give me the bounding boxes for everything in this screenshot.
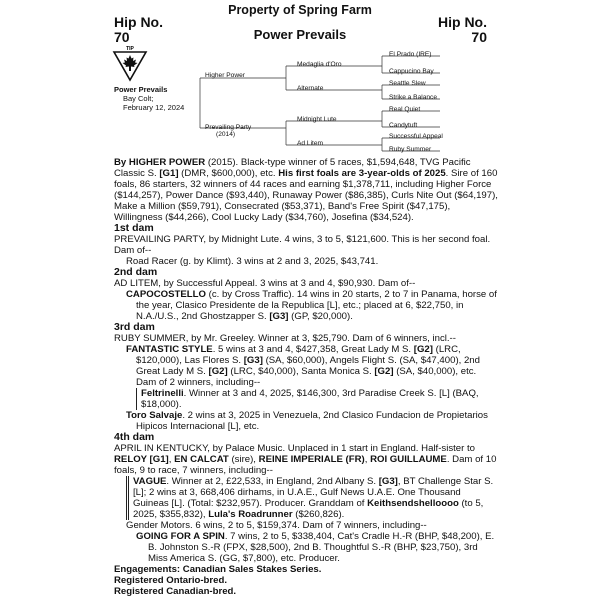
pedigree-dam: Prevailing Party — [205, 124, 252, 131]
pedigree-sire-sire: Medaglia d'Oro — [297, 61, 342, 68]
pedigree-gen3-1: El Prado (IRE) — [389, 51, 432, 58]
pedigree-gen3-7: Successful Appeal — [389, 133, 443, 140]
pedigree-dam-year: (2014) — [216, 131, 236, 138]
maple-leaf-icon — [112, 46, 148, 82]
fourth-dam-foals — [114, 476, 498, 520]
pedigree-dam-sire: Midnight Lute — [297, 116, 337, 123]
first-dam-heading: 1st dam — [114, 222, 154, 234]
pedigree-bracket-lines — [0, 0, 600, 160]
third-dam-foal-2: Toro Salvaje. 2 wins at 3, 2025 in Venezuela, 2nd Clasico Fundacion de Propietarios Hipicos Internacional [L], etc. — [126, 410, 488, 432]
pedigree-gen3-8: Ruby Summer — [389, 146, 432, 153]
second-dam-text: AD LITEM, by Successful Appeal. 3 wins at 3 and 4, $90,930. Dam of-- — [114, 278, 416, 289]
sire-paragraph: By HIGHER POWER (2015). Black-type winner of 5 races, $1,594,648, TVG Pacific Classic S. [G1] (DMR, $600,000), etc. His first foals are 3-year-olds of 2025. Sire of 160 foals, 86 starters, 32 winners of 44 races and earning $1,378,711, including Higher Force ($144,257), Power Dance ($93,440), Runaway Power ($86,385), Curls Nite Out ($64,197), Make a Million ($59,791), Consecrated ($53,371), Band's Free Spirit ($47,175), Willingness ($44,266), Cool Lucky Lady ($34,760), Josefina ($34,524). — [114, 157, 498, 223]
third-dam-grandfoal: Feltrinelli. Winner at 3 and 4, 2025, $146,300, 3rd Paradise Creek S. [L] (BAQ, $18,000). — [136, 388, 498, 410]
pedigree-sire: Higher Power — [205, 72, 245, 79]
registration-canadian: Registered Canadian-bred. — [114, 586, 237, 597]
horse-info-name: Power Prevails — [114, 85, 168, 94]
tip-logo — [112, 46, 148, 82]
fourth-dam-text: APRIL IN KENTUCKY, by Palace Music. Unplaced in 1 start in England. Half-sister to RELOY [G1], EN CALCAT (sire), REINE IMPERIALE (FR), ROI GUILLAUME. Dam of 10 foals, 9 to race, 7 winners, including-- — [114, 443, 497, 476]
first-dam-text: PREVAILING PARTY, by Midnight Lute. 4 wins, 3 to 5, $121,600. This is her second foal. Dam of-- — [114, 234, 491, 256]
hip-label: Hip No. — [114, 14, 163, 30]
tip-logo-text: TIP — [126, 46, 134, 52]
first-dam-foal: Road Racer (g. by Klimt). 3 wins at 2 and 3, 2025, $43,741. — [126, 256, 379, 267]
pedigree-dam-dam: Ad Litem — [297, 140, 324, 147]
pedigree-sire-dam: Alternate — [297, 85, 324, 92]
pedigree-gen3-4: Strike a Balance — [389, 94, 438, 101]
fourth-dam-foal-gender-motors: Gender Motors. 6 wins, 2 to 5, $159,374. Dam of 7 winners, including-- — [126, 520, 427, 531]
horse-info-block — [114, 85, 184, 112]
fourth-dam-foal-vague: VAGUE. Winner at 2, £22,533, in England, 2nd Albany S. [G3], BT Challenge Star S. [L]; 2 wins at 3, 668,406 dirhams, in U.A.E., Gulf News U.A.E. One Thousand Guineas [L]. (Total: $232,957). Producer. Granddam of Keithsendshelloooo (to 5, 2025, $355,832), Lula's Roadrunner ($260,826). — [126, 476, 498, 520]
fourth-dam-grandfoal: GOING FOR A SPIN. 7 wins, 2 to 5, $338,404, Cat's Cradle H.-R (BHP, $48,200), E. B. Johnston S.-R (FPX, $28,500), 2nd B. Thoughtful S.-R (BHP, $23,750), 3rd Miss America S. (GG, $7,800), etc. Producer. — [136, 531, 495, 564]
pedigree-gen3-5: Real Quiet — [389, 106, 421, 113]
hip-label: Hip No. — [438, 14, 487, 30]
second-dam-foal: CAPOCOSTELLO (c. by Cross Traffic). 14 wins in 20 starts, 2 to 7 in Panama, horse of the year, Clasico Presidente de la Republica [L], etc.; placed at 6, $22,750, in N.A./U.S., 2nd Ghostzapper S. [G3] (GP, $20,000). — [126, 289, 497, 322]
third-dam-grandfoal-block — [114, 388, 498, 410]
pedigree-gen3-6: Candytuft — [389, 122, 418, 129]
hip-number: 70 — [471, 29, 487, 45]
horse-name-title: Power Prevails — [253, 27, 347, 42]
second-dam-heading: 2nd dam — [114, 266, 158, 278]
hip-number: 70 — [114, 29, 130, 45]
fourth-dam-heading: 4th dam — [114, 431, 155, 443]
pedigree-gen3-2: Cappucino Bay — [389, 68, 434, 75]
pedigree-gen3-3: Seattle Slew — [389, 80, 426, 87]
horse-info-description: Bay Colt; — [123, 94, 154, 103]
engagements: Engagements: Canadian Sales Stakes Series. — [114, 564, 322, 575]
horse-info-foaled: February 12, 2024 — [123, 103, 185, 112]
third-dam-foal-1: FANTASTIC STYLE. 5 wins at 3 and 4, $427,358, Great Lady M S. [G2] (LRC, $120,000), Las Flores S. [G3] (SA, $60,000), Angels Flight S. (SA, $47,400), 2nd Great Lady M S. [G2] (LRC, $40,000), Santa Monica S. [G2] (SA, $40,000), etc. Dam of 2 winners, including-- — [126, 344, 480, 388]
third-dam-text: RUBY SUMMER, by Mr. Greeley. Winner at 3, $25,790. Dam of 6 winners, incl.-- — [114, 333, 456, 344]
registration-ontario: Registered Ontario-bred. — [114, 575, 228, 586]
third-dam-heading: 3rd dam — [114, 321, 155, 333]
catalog-body — [114, 157, 498, 597]
consignor-heading: Property of Spring Farm — [228, 3, 372, 17]
